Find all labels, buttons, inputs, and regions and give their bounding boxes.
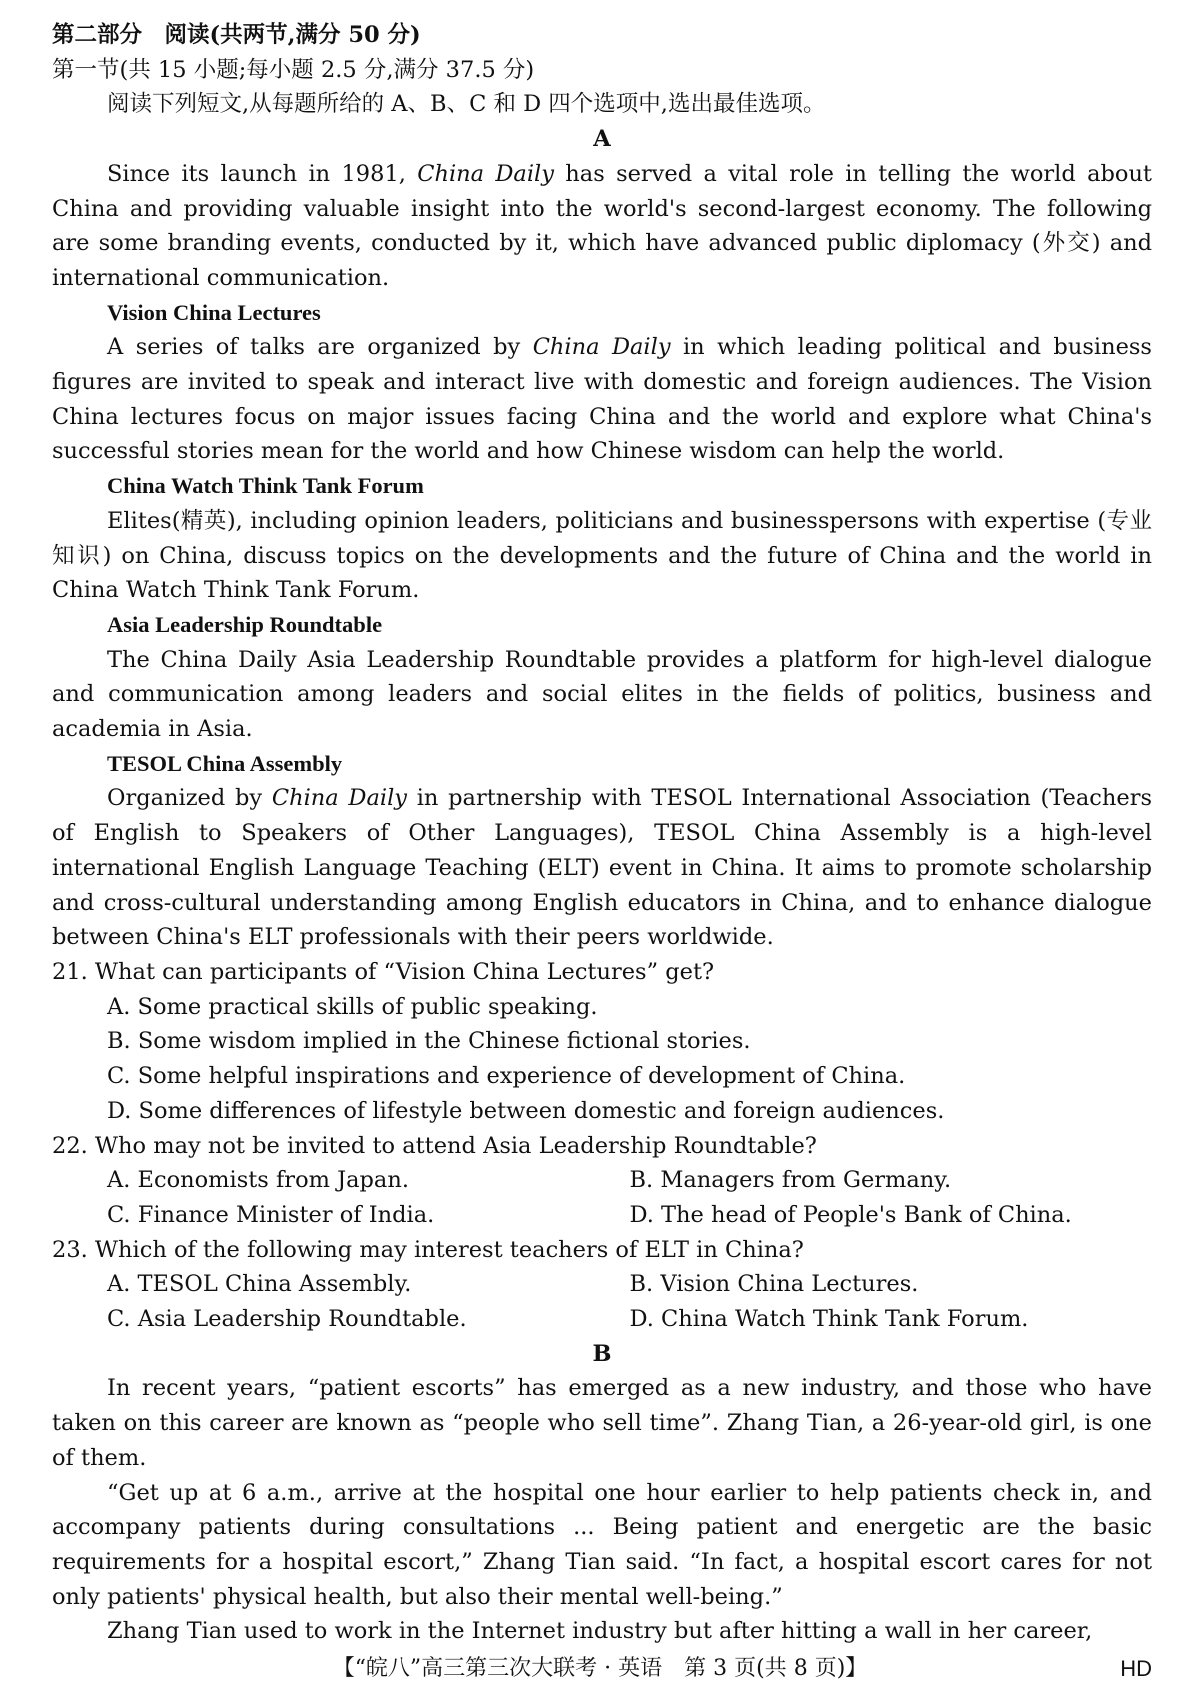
publication-name: China Daily <box>532 334 671 361</box>
option-c[interactable]: C. Asia Leadership Roundtable. <box>107 1306 467 1333</box>
option-a[interactable]: A. Economists from Japan. <box>107 1167 409 1194</box>
question-22 <box>52 1129 1152 1233</box>
publication-name: China Daily <box>271 785 407 812</box>
question-21 <box>52 955 1152 1129</box>
section-heading: 第一节(共 15 小题;每小题 2.5 分,满分 37.5 分) <box>52 56 535 83</box>
option-d[interactable]: D. Some differences of lifestyle between domestic and foreign audiences. <box>107 1097 945 1124</box>
option-a[interactable]: A. Some practical skills of public speaking. <box>107 993 598 1020</box>
section-body-tesol: Organized by China Daily in partnership with TESOL International Association (Teachers of English to Speakers of Other Languages), TESOL China Assembly is a high-level international English Language Teaching (ELT) event in China. It aims to promote scholarship and cross-cultural understanding among English educators in China, and to enhance dialogue between China's ELT professionals with their peers worldwide. <box>52 785 1152 951</box>
paragraph: “Get up at 6 a.m., arrive at the hospital one hour earlier to help patients check in, and accompany patients during consultations ... Being patient and energetic are the basic requirements for a hospital escort,” Zhang Tian said. “In fact, a hospital escort cares for not only patients' physical health, but also their mental well-being.” <box>52 1479 1152 1610</box>
passage-a-intro: Since its launch in 1981, China Daily has served a vital role in telling the world about China and providing valuable insight into the world's second-largest economy. The following are some branding events, conducted by it, which have advanced public diplomacy (外交) and international communication. <box>52 160 1152 291</box>
section-title-tesol: TESOL China Assembly <box>107 750 343 776</box>
publication-name: China Daily <box>417 160 554 187</box>
option-b[interactable]: B. Managers from Germany. <box>629 1167 952 1194</box>
section-body-roundtable: The China Daily Asia Leadership Roundtable provides a platform for high-level dialogue and communication among leaders and social elites in the fields of politics, business and academia in Asia. <box>52 646 1152 743</box>
option-b[interactable]: B. Vision China Lectures. <box>629 1271 919 1298</box>
passage-b-body <box>52 1371 1152 1649</box>
section-title-roundtable: Asia Leadership Roundtable <box>107 611 383 637</box>
option-c[interactable]: C. Finance Minister of India. <box>107 1201 435 1228</box>
passage-a-label: A <box>593 126 611 153</box>
question-stem: 23. Which of the following may interest teachers of ELT in China? <box>52 1236 804 1263</box>
paragraph: Zhang Tian used to work in the Internet industry but after hitting a wall in her career, <box>107 1618 1093 1645</box>
instruction: 阅读下列短文,从每题所给的 A、B、C 和 D 四个选项中,选出最佳选项。 <box>107 91 826 118</box>
option-a[interactable]: A. TESOL China Assembly. <box>107 1271 412 1298</box>
section-title-vision: Vision China Lectures <box>107 299 321 325</box>
passage-b-label: B <box>592 1340 612 1367</box>
part-heading: 第二部分 阅读(共两节,满分 50 分) <box>52 22 421 48</box>
question-23 <box>52 1233 1152 1337</box>
paragraph: In recent years, “patient escorts” has emerged as a new industry, and those who have taken on this career are known as “people who sell time”. Zhang Tian, a 26-year-old girl, is one of them. <box>52 1375 1152 1471</box>
footer-text: 【“皖八”高三第三次大联考 · 英语 第 3 页(共 8 页)】 <box>332 1656 868 1681</box>
option-b[interactable]: B. Some wisdom implied in the Chinese fictional stories. <box>107 1028 751 1055</box>
section-body-think-tank: Elites(精英), including opinion leaders, politicians and businesspersons with expertise (专业知识) on China, discuss topics on the developments and the future of China and the world in China Watch Think Tank Forum. <box>52 507 1152 604</box>
question-stem: 21. What can participants of “Vision China Lectures” get? <box>52 958 715 985</box>
footer-code: HD <box>1120 1656 1152 1681</box>
section-body-vision: A series of talks are organized by China Daily in which leading political and business figures are invited to speak and interact live with domestic and foreign audiences. The Vision China lectures focus on major issues facing China and the world and explore what China's successful stories mean for the world and how Chinese wisdom can help the world. <box>52 334 1152 465</box>
option-d[interactable]: D. The head of People's Bank of China. <box>629 1201 1072 1228</box>
page-footer <box>0 1652 1200 1687</box>
option-c[interactable]: C. Some helpful inspirations and experience of development of China. <box>107 1063 906 1090</box>
option-d[interactable]: D. China Watch Think Tank Forum. <box>629 1306 1029 1333</box>
question-stem: 22. Who may not be invited to attend Asia Leadership Roundtable? <box>52 1132 817 1159</box>
section-title-think-tank: China Watch Think Tank Forum <box>107 473 424 499</box>
